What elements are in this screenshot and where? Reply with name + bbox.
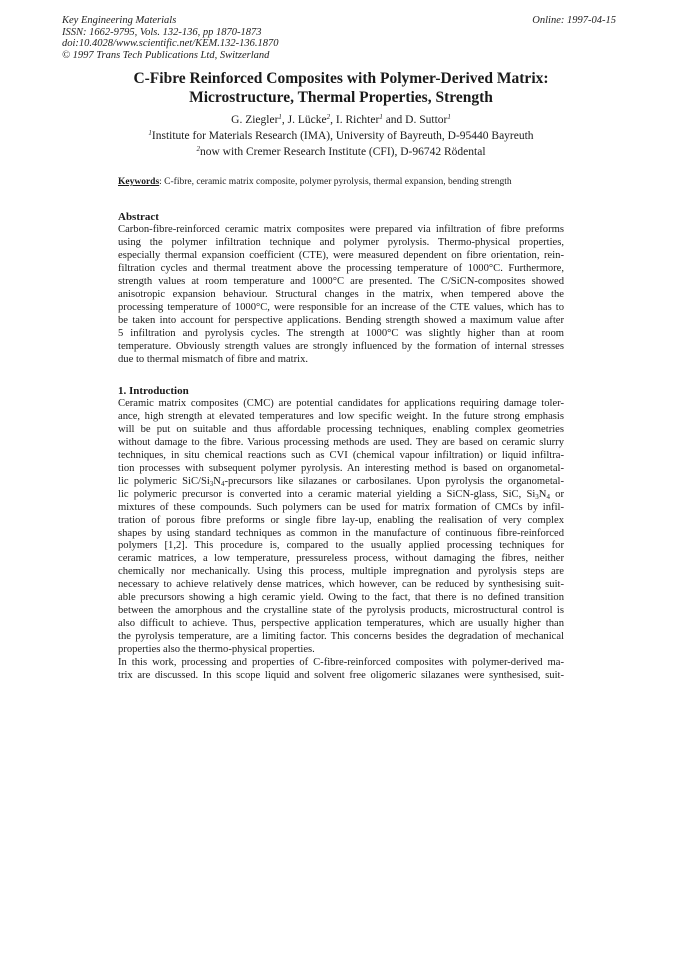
intro-line: ance, high strength at elevated temperatures and low specific weight. In the future strong emphasis: [118, 410, 564, 422]
journal-doi: doi:10.4028/www.scientific.net/KEM.132-136.1870: [62, 38, 279, 49]
author-name: G. Ziegler: [231, 114, 279, 126]
intro-line: properties also the thermo-physical properties.: [118, 644, 315, 656]
text-run: lic polymeric precursor is converted into a ceramic material yielding a SiCN-glass, SiC, Si: [118, 488, 536, 500]
author-list: [80, 112, 602, 128]
abstract-line: be taken into account for perspective applications. Bending strength showed a maximum value after: [118, 314, 564, 326]
intro-line: also difficult to achieve. Thus, perspective application temperatures, which are usually higher than: [118, 618, 564, 630]
journal-copyright: © 1997 Trans Tech Publications Ltd, Switzerland: [62, 49, 270, 61]
author-name: , J. Lücke: [281, 114, 327, 126]
intro-line: will be put on suitable and thus affordable processing techniques, enabling complex geometries: [118, 423, 564, 435]
introduction-body: [118, 398, 564, 683]
subscript: 3: [535, 492, 539, 501]
affiliation-text: now with Cremer Research Institute (CFI), D-96742 Rödental: [199, 146, 486, 158]
abstract-body: [118, 224, 564, 366]
abstract-line: 5 infiltration and pyrolysis cycles. The strength at 1000°C was slightly higher than at room: [118, 327, 564, 339]
abstract-line: processing temperature of 1000°C, were responsible for an increase of the CTE values, which has to: [118, 301, 564, 313]
affiliation-2: [80, 144, 602, 160]
text-run: -precursors like silazanes or carbosilanes. Upon pyrolysis the organometal-: [224, 475, 564, 487]
affiliation-mark: 2: [326, 113, 331, 121]
affiliation-mark: 2: [196, 145, 200, 153]
intro-line: shapes by using standard techniques as common in the manufacture of continuous fibre-reinforced: [118, 527, 564, 539]
abstract-line: temperature. Obviously strength values are strongly influenced by the formation of internal stresses: [118, 340, 564, 352]
abstract-line: strength values at room temperature and 1000°C are presented. The C/SiCN-composites showed: [118, 275, 564, 287]
intro-line: tion processes with subsequent polymer pyrolysis. An interesting method is based on organometal-: [118, 462, 564, 474]
subscript: 4: [546, 492, 550, 501]
abstract-heading: Abstract: [118, 211, 159, 223]
paper-title-line-1: C-Fibre Reinforced Composites with Polymer-Derived Matrix:: [133, 70, 549, 87]
intro-line: necessary to achieve relatively dense matrices, which however, can be reduced by synthesising suit-: [118, 579, 564, 591]
affiliation-mark: 1: [278, 113, 282, 121]
intro-line: chemically nor mechanically. Using this process, multiple impregnation and pyrolysis steps are: [118, 566, 564, 578]
intro-line: polymers [1,2]. This procedure is, compared to the usually applied processing techniques for: [118, 540, 564, 552]
journal-header: [62, 15, 279, 61]
affiliation-1: [80, 128, 602, 144]
author-block: [80, 112, 602, 160]
intro-line: the pyrolysis temperature, are a limiting factor. This concerns besides the degradation of mechanical: [118, 631, 564, 643]
introduction-heading: 1. Introduction: [118, 385, 189, 397]
intro-line: mixtures of these compounds. Such polymers can be used for matrix formation of CMCs by infil-: [118, 501, 564, 513]
abstract-line: especially thermal expansion coefficient (CTE), were measured dependent on fibre orientation, rein-: [118, 249, 564, 261]
intro-line: tration of porous fibre preforms or single fibre lay-up, enabling the realisation of very complex: [118, 514, 564, 526]
paper-title-line-2: Microstructure, Thermal Properties, Strength: [189, 89, 493, 106]
keywords-label: Keywords: [118, 177, 160, 187]
affiliation-mark: 1: [379, 113, 383, 121]
intro-line: ceramic matrices, a low temperature, pressureless process, without damaging the fibres, neither: [118, 553, 564, 565]
abstract-line: Carbon-fibre-reinforced ceramic matrix composites were prepared via infiltration of fibre preforms: [118, 224, 564, 235]
intro-line: Ceramic matrix composites (CMC) are potential candidates for applications requiring damage toler-: [118, 398, 564, 409]
intro-line: [118, 476, 564, 489]
affiliation-mark: 1: [447, 113, 451, 121]
abstract-line: anisotropic expansion behaviour. Structural changes in the matrix, when tempered above the: [118, 288, 564, 300]
abstract-line: using the polymer infiltration technique and polymer pyrolysis. Thermo-physical properties,: [118, 236, 564, 248]
intro-line: between the amorphous and the crystalline state of the pyrolysis products, microstructural control is: [118, 605, 564, 617]
affiliation-mark: 1: [148, 129, 152, 137]
intro-line: In this work, processing and properties of C-fibre-reinforced composites with polymer-derived ma-: [118, 657, 564, 669]
text-run: or: [549, 488, 564, 500]
subscript: 4: [220, 479, 225, 488]
text-run: lic polymeric SiC/Si: [118, 475, 210, 487]
keywords: [118, 177, 578, 188]
intro-line: without damage to the fibre. Various processing methods are used. They are based on ceramic slurry: [118, 436, 564, 448]
subscript: 3: [209, 479, 214, 488]
journal-issn: ISSN: 1662-9795, Vols. 132-136, pp 1870-1873: [62, 26, 262, 38]
online-date: Online: 1997-04-15: [532, 15, 616, 26]
affiliation-text: Institute for Materials Research (IMA), University of Bayreuth, D-95440 Bayreuth: [151, 130, 534, 142]
text-run: N: [538, 488, 547, 500]
abstract-line: filtration cycles and thermal treatment above the processing temperature of 1000°C. Furthermore,: [118, 262, 564, 274]
intro-line: trix are discussed. In this scope liquid and solvent free oligomeric silazanes were synthesised, suit-: [118, 670, 564, 682]
keywords-text: : C-fibre, ceramic matrix composite, polymer pyrolysis, thermal expansion, bending strength: [159, 177, 512, 187]
journal-name: Key Engineering Materials: [62, 15, 177, 26]
paper-title: [80, 69, 602, 107]
author-name: , I. Richter: [330, 114, 380, 126]
intro-line: able precursors showing a high ceramic yield. Owing to the fact, that there is no defined transition: [118, 592, 564, 604]
intro-line: techniques, in situ chemical reactions such as CVI (chemical vapour infiltration) or liquid infiltra-: [118, 449, 564, 461]
text-run: N: [213, 475, 221, 487]
author-name: and D. Suttor: [382, 114, 448, 126]
intro-line: [118, 489, 564, 502]
abstract-line: due to thermal mismatch of fibre and matrix.: [118, 353, 309, 365]
